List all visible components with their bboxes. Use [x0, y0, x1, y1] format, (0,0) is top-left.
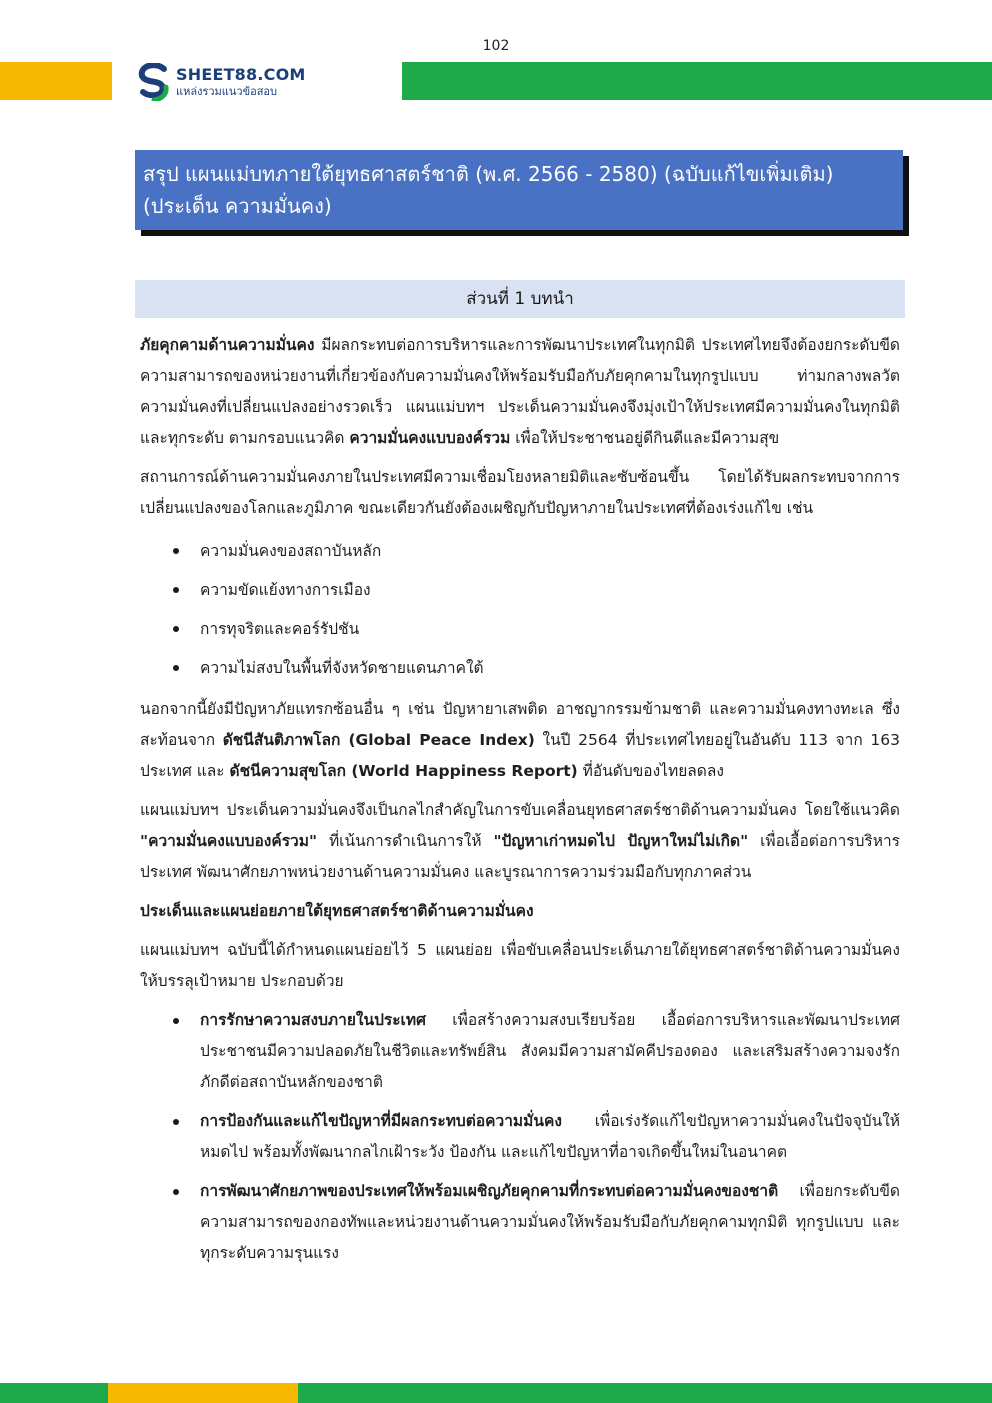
paragraph-text: นอกจากนี้ยังมีปัญหาภัยแทรกซ้อนอื่น ๆ เช่น ปัญหายาเสพติด อาชญากรรมข้ามชาติ และความมั่นคงทางทะเล ซึ่งสะท้อนจาก [140, 700, 900, 749]
logo-title: SHEET88.COM [176, 65, 306, 84]
intro-paragraph [140, 330, 900, 454]
mechanism-paragraph [140, 795, 900, 888]
paragraph-text: ที่อันดับของไทยลดลง [577, 762, 724, 780]
bold-phrase: ดัชนีสันติภาพโลก (Global Peace Index) [222, 731, 535, 749]
bold-phrase: การพัฒนาศักยภาพของประเทศให้พร้อมเผชิญภัยคุกคามที่กระทบต่อความมั่นคงของชาติ [200, 1182, 779, 1200]
paragraph-text: เพื่อเอื้อต่อการบริหารประเทศ พัฒนาศักยภาพหน่วยงานด้านความมั่นคง และบูรณาการความร่วมมือกับทุกภาคส่วน [140, 832, 901, 881]
page-number: 102 [482, 38, 510, 54]
logo-subtitle: แหล่งรวมแนวข้อสอบ [176, 85, 278, 98]
bold-phrase: การรักษาความสงบภายในประเทศ [200, 1011, 426, 1029]
bold-phrase: ความมั่นคงแบบองค์รวม [349, 429, 511, 447]
list-item [140, 1106, 900, 1168]
subplans-intro-paragraph: แผนแม่บทฯ ฉบับนี้ได้กำหนดแผนย่อยไว้ 5 แผนย่อย เพื่อขับเคลื่อนประเด็นภายใต้ยุทธศาสตร์ชาติด้านความมั่นคงให้บรรลุเป้าหมาย ประกอบด้วย [140, 941, 900, 990]
paragraph-text: แผนแม่บทฯ ประเด็นความมั่นคงจึงเป็นกลไกสำคัญในการขับเคลื่อนยุทธศาสตร์ชาติด้านความมั่นคง โดยใช้แนวคิด [140, 801, 900, 819]
paragraph-text: ในปี 2564 ที่ประเทศไทยอยู่ในอันดับ 113 จาก 163 ประเทศ และ [140, 731, 900, 780]
footer-green-stripe [298, 1383, 992, 1403]
list-item [140, 1176, 900, 1269]
paragraph-text: มีผลกระทบต่อการบริหารและการพัฒนาประเทศในทุกมิติ ประเทศไทยจึงต้องยกระดับขีดความสามารถของหน่วยงานที่เกี่ยวข้องกับความมั่นคงให้พร้อมรับมือกับภัยคุกคามในทุกรูปแบบ ท่ามกลางพลวัตความมั่นคงที่เปลี่ยนแปลงอย่างรวดเร็ว แผนแม่บทฯ ประเด็นความมั่นคงจึงมุ่งเป้าให้ประเทศมีความมั่นคงในทุกมิติและทุกระดับ ตามกรอบแนวคิด [140, 336, 900, 447]
bold-phrase: ดัชนีความสุขโลก (World Happiness Report) [229, 762, 578, 780]
sheet88-logo-icon [136, 63, 170, 101]
bold-phrase: การป้องกันและแก้ไขปัญหาที่มีผลกระทบต่อความมั่นคง [200, 1112, 562, 1130]
section-heading: ส่วนที่ 1 บทนำ [135, 280, 905, 318]
paragraph-text: เพื่อให้ประชาชนอยู่ดีกินดีและมีความสุข [510, 429, 780, 447]
footer-yellow-stripe [108, 1383, 298, 1403]
list-item: การทุจริตและคอร์รัปชัน [140, 610, 900, 649]
bold-phrase: "ความมั่นคงแบบองค์รวม" [140, 832, 318, 850]
footer-band [0, 1383, 992, 1403]
title-line-1: สรุป แผนแม่บทภายใต้ยุทธศาสตร์ชาติ (พ.ศ. 2566 - 2580) (ฉบับแก้ไขเพิ่มเติม) [143, 162, 834, 186]
situation-paragraph: สถานการณ์ด้านความมั่นคงภายในประเทศมีความเชื่อมโยงหลายมิติและซับซ้อนขึ้น โดยได้รับผลกระทบจากการเปลี่ยนแปลงของโลกและภูมิภาค ขณะเดียวกันยังต้องเผชิญกับปัญหาภายในประเทศที่ต้องเร่งแก้ไข เช่น [140, 468, 900, 517]
bold-phrase: "ปัญหาเก่าหมดไป ปัญหาใหม่ไม่เกิด" [493, 832, 749, 850]
subplan-list [140, 1005, 900, 1269]
title-line-2: (ประเด็น ความมั่นคง) [143, 194, 332, 218]
list-item: ความมั่นคงของสถาบันหลัก [140, 532, 900, 571]
document-title [135, 150, 903, 230]
indices-paragraph [140, 694, 900, 787]
paragraph-text: เพื่อยกระดับขีดความสามารถของกองทัพและหน่วยงานด้านความมั่นคงให้พร้อมรับมือกับภัยคุกคามทุกมิติ ทุกรูปแบบ และทุกระดับความรุนแรง [200, 1182, 900, 1262]
sheet88-logo [136, 62, 306, 102]
list-item: ความขัดแย้งทางการเมือง [140, 571, 900, 610]
header-yellow-stripe [0, 62, 112, 100]
list-item: ความไม่สงบในพื้นที่จังหวัดชายแดนภาคใต้ [140, 649, 900, 688]
subheading-text: ประเด็นและแผนย่อยภายใต้ยุทธศาสตร์ชาติด้านความมั่นคง [140, 902, 534, 920]
header-green-stripe [402, 62, 992, 100]
issue-list [140, 532, 900, 688]
paragraph-text: เพื่อเร่งรัดแก้ไขปัญหาความมั่นคงในปัจจุบันให้หมดไป พร้อมทั้งพัฒนากลไกเฝ้าระวัง ป้องกัน และแก้ไขปัญหาที่อาจเกิดขึ้นใหม่ในอนาคต [200, 1112, 900, 1161]
list-item [140, 1005, 900, 1098]
bold-phrase: ภัยคุกคามด้านความมั่นคง [140, 336, 315, 354]
document-body [140, 330, 900, 1277]
paragraph-text: เพื่อสร้างความสงบเรียบร้อย เอื้อต่อการบริหารและพัฒนาประเทศ ประชาชนมีความปลอดภัยในชีวิตและทรัพย์สิน สังคมมีความสามัคคีปรองดอง และเสริมสร้างความจงรักภักดีต่อสถาบันหลักของชาติ [200, 1011, 900, 1091]
footer-green-stripe [0, 1383, 108, 1403]
subheading [140, 896, 900, 927]
paragraph-text: ที่เน้นการดำเนินการให้ [317, 832, 494, 850]
